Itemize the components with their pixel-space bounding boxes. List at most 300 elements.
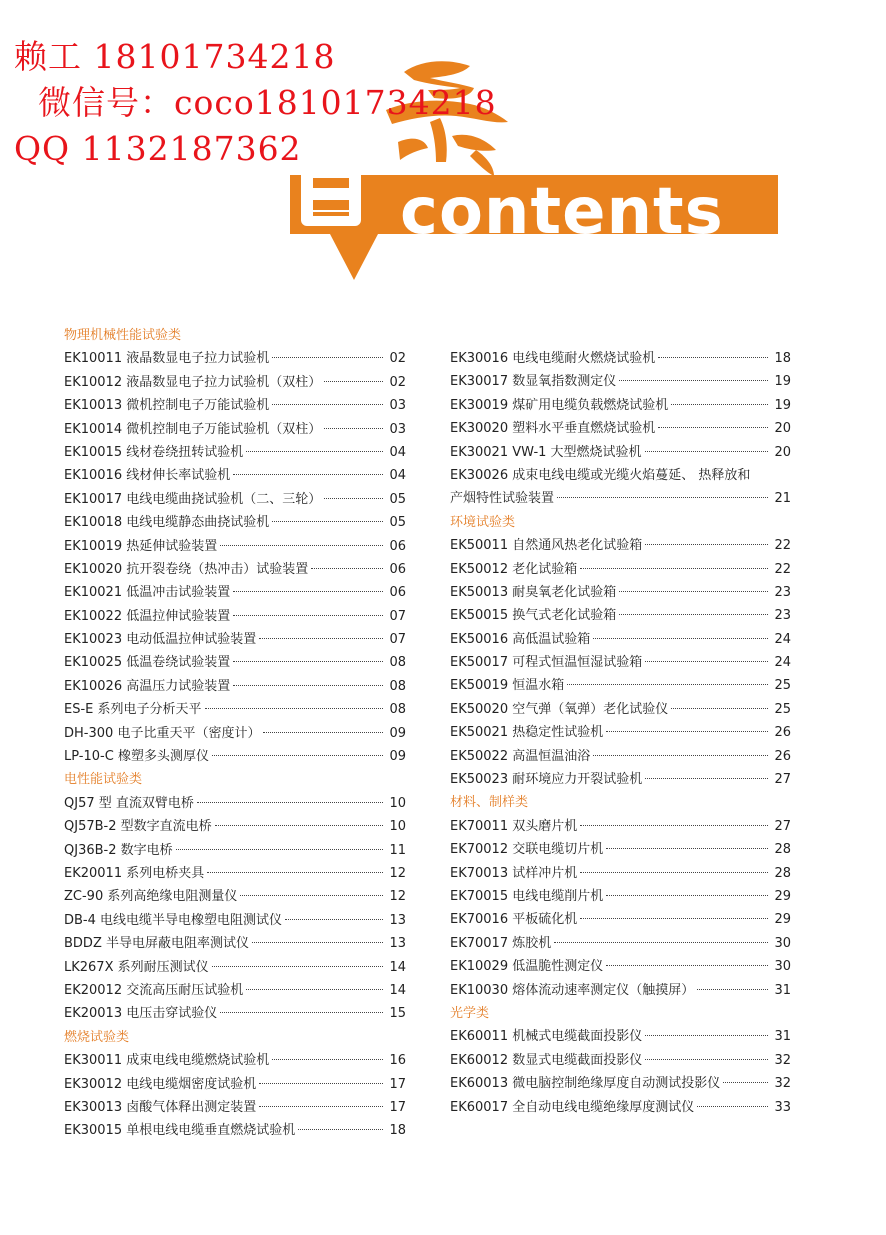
dot-leader [298, 1129, 383, 1130]
entry-title: 线材卷绕扭转试验机 [126, 444, 244, 460]
dot-leader [246, 989, 383, 990]
entry-code: EK60013 [450, 1076, 509, 1092]
toc-entry[interactable] [450, 534, 791, 557]
dot-leader [311, 568, 383, 569]
toc-entry[interactable] [450, 1072, 791, 1095]
dot-leader [324, 498, 383, 499]
toc-entry[interactable] [64, 371, 406, 394]
page-number: 11 [389, 842, 406, 858]
toc-right-column [450, 347, 791, 1119]
dot-leader [645, 661, 768, 662]
dot-leader [212, 755, 383, 756]
page-number: 05 [389, 515, 406, 531]
toc-entry[interactable] [64, 394, 406, 417]
page-number: 15 [389, 1006, 406, 1022]
section-heading: 燃烧试验类 [64, 1029, 130, 1045]
entry-title: 线材伸长率试验机 [126, 468, 231, 484]
entry-code: QJ36B-2 [64, 842, 117, 858]
entry-title: 液晶数显电子拉力试验机 [126, 351, 270, 367]
dot-leader [593, 638, 768, 639]
entry-code: EK20011 [64, 865, 123, 881]
entry-code: EK10030 [450, 982, 509, 998]
toc-entry[interactable] [450, 347, 791, 370]
toc-entry[interactable] [450, 745, 791, 768]
entry-title: 卤酸气体释出测定装置 [126, 1099, 257, 1115]
toc-entry[interactable] [64, 815, 406, 838]
dot-leader [259, 638, 383, 639]
page-number: 31 [774, 1029, 791, 1045]
toc-entry[interactable] [64, 792, 406, 815]
page-number: 26 [774, 725, 791, 741]
entry-code: EK70016 [450, 912, 509, 928]
dot-leader [233, 615, 383, 616]
page-number: 09 [389, 725, 406, 741]
dot-leader [233, 685, 383, 686]
section-heading: 环境试验类 [450, 514, 516, 530]
entry-code: EK30020 [450, 421, 509, 437]
dot-leader [272, 1059, 383, 1060]
toc-entry[interactable] [64, 581, 406, 604]
page-number: 05 [389, 491, 406, 507]
page-number: 10 [389, 819, 406, 835]
entry-title: 双头磨片机 [512, 818, 578, 834]
page-number: 08 [389, 678, 406, 694]
toc-entry[interactable] [450, 370, 791, 393]
entry-code: EK20013 [64, 1006, 123, 1022]
page-number: 25 [774, 701, 791, 717]
entry-title: 高温恒温油浴 [512, 748, 591, 764]
entry-code: EK30026 [450, 467, 509, 483]
entry-code: EK60012 [450, 1052, 509, 1068]
entry-title: 电线电缆半导电橡塑电阻测试仪 [100, 912, 283, 928]
page-number: 13 [389, 936, 406, 952]
page-number: 21 [774, 491, 791, 507]
contact-engineer: 赖工 18101734218 [14, 37, 336, 76]
page-number: 07 [389, 632, 406, 648]
toc-entry[interactable] [64, 464, 406, 487]
dot-leader [723, 1082, 768, 1083]
toc-entry[interactable] [64, 839, 406, 862]
page-number: 18 [774, 351, 791, 366]
entry-title: 低温脆性测定仪 [512, 959, 604, 975]
toc-entry[interactable] [450, 464, 791, 511]
entry-title: 系列耐压测试仪 [117, 959, 209, 975]
entry-code: EK10020 [64, 561, 123, 577]
toc-entry[interactable] [64, 1096, 406, 1119]
page-number: 19 [774, 374, 791, 390]
section-heading: 物理机械性能试验类 [64, 328, 182, 343]
entry-title: 单根电线电缆垂直燃烧试验机 [126, 1123, 296, 1139]
page-number: 07 [389, 608, 406, 624]
dot-leader [645, 544, 768, 545]
toc-entry[interactable] [64, 347, 406, 370]
dot-leader [580, 872, 768, 873]
entry-title: 炼胶机 [512, 935, 552, 951]
entry-title: 热稳定性试验机 [512, 725, 604, 741]
entry-title: 低温拉伸试验装置 [126, 608, 231, 624]
toc-entry[interactable] [450, 698, 791, 721]
section-heading: 电性能试验类 [64, 772, 143, 788]
entry-code: EK30019 [450, 397, 509, 413]
entry-code: EK10022 [64, 608, 123, 624]
dot-leader [697, 989, 768, 990]
entry-title: 低温卷绕试验装置 [126, 655, 231, 671]
dot-leader [215, 825, 383, 826]
dot-leader [259, 1083, 383, 1084]
mu-glyph [301, 166, 361, 226]
dot-leader [580, 568, 768, 569]
entry-title: 自然通风热老化试验箱 [512, 538, 643, 554]
page-number: 31 [774, 982, 791, 998]
entry-code: EK30017 [450, 374, 509, 390]
dot-leader [557, 497, 768, 498]
entry-title: 热延伸试验装置 [126, 538, 218, 554]
dot-leader [606, 895, 768, 896]
dot-leader [220, 545, 383, 546]
page-number: 18 [389, 1123, 406, 1139]
entry-title: 系列电子分析天平 [97, 702, 202, 718]
entry-title: 低温冲击试验装置 [126, 585, 231, 601]
page-number: 29 [774, 912, 791, 928]
entry-title: 电线电缆曲挠试验机（二、三轮） [126, 491, 322, 507]
entry-code: EK10013 [64, 398, 123, 414]
toc-entry[interactable] [64, 1002, 406, 1025]
toc-entry[interactable] [64, 651, 406, 674]
page-number: 17 [389, 1099, 406, 1115]
dot-leader [324, 428, 383, 429]
entry-code: EK70012 [450, 842, 509, 858]
page-number: 23 [774, 584, 791, 600]
page-number: 22 [774, 561, 791, 577]
contact-wechat: 微信号：coco18101734218 [38, 83, 497, 122]
dot-leader [220, 1012, 383, 1013]
entry-title: 老化试验箱 [512, 561, 578, 577]
dot-leader [606, 965, 768, 966]
dot-leader [671, 404, 768, 405]
entry-code: LK267X [64, 959, 114, 975]
entry-code: EK50021 [450, 725, 509, 741]
toc-entry[interactable] [450, 721, 791, 744]
toc-entry[interactable] [450, 1096, 791, 1119]
dot-leader [645, 778, 768, 779]
entry-title: 数显氧指数测定仪 [512, 374, 617, 390]
toc-entry[interactable] [64, 698, 406, 721]
entry-code: EK30013 [64, 1099, 123, 1115]
entry-code: LP-10-C [64, 749, 114, 765]
toc-entry[interactable] [450, 558, 791, 581]
toc-entry[interactable] [64, 418, 406, 441]
page-number: 13 [389, 912, 406, 928]
entry-title: 微机控制电子万能试验机 [126, 398, 270, 414]
toc-entry[interactable] [450, 581, 791, 604]
toc-entry[interactable] [64, 862, 406, 885]
entry-code: EK10012 [64, 374, 123, 390]
dot-leader [645, 1035, 768, 1036]
entry-title: 型 直流双臂电桥 [98, 795, 194, 811]
toc-entry[interactable] [450, 885, 791, 908]
entry-code: EK30016 [450, 351, 509, 366]
entry-title: 系列高绝缘电阻测量仪 [107, 889, 238, 905]
entry-code: EK70015 [450, 889, 509, 904]
toc-entry[interactable] [450, 628, 791, 651]
dot-leader [263, 732, 383, 733]
entry-code: EK50017 [450, 655, 509, 671]
entry-title: 电动低温拉伸试验装置 [126, 632, 257, 648]
entry-title: 平板硫化机 [512, 912, 578, 928]
entry-title: 高温压力试验装置 [126, 678, 231, 694]
entry-code: EK10019 [64, 538, 123, 554]
toc-entry[interactable] [450, 651, 791, 674]
entry-code: EK10023 [64, 632, 123, 648]
entry-title: 橡塑多头测厚仪 [117, 749, 209, 765]
toc-entry[interactable] [450, 674, 791, 697]
toc-entry[interactable] [64, 1049, 406, 1072]
dot-leader [272, 521, 383, 522]
entry-title: 抗开裂卷绕（热冲击）试验装置 [126, 561, 309, 577]
entry-title: 成束电线电缆燃烧试验机 [126, 1053, 270, 1069]
entry-title: 换气式老化试验箱 [512, 608, 617, 624]
dot-leader [658, 357, 768, 358]
entry-code: EK70011 [450, 818, 509, 834]
page-number: 02 [389, 374, 406, 390]
entry-code: BDDZ [64, 936, 102, 952]
dot-leader [619, 591, 768, 592]
dot-leader [606, 731, 768, 732]
dot-leader [197, 802, 383, 803]
entry-title: 微机控制电子万能试验机（双柱） [126, 421, 322, 437]
dot-leader [233, 474, 383, 475]
toc-entry[interactable] [450, 862, 791, 885]
page-number: 12 [389, 889, 406, 905]
entry-code: EK10016 [64, 468, 123, 484]
page-number: 04 [389, 444, 406, 460]
page-number: 12 [389, 865, 406, 881]
page-number: 33 [774, 1099, 791, 1115]
entry-code: EK60011 [450, 1029, 509, 1045]
entry-title: 高低温试验箱 [512, 631, 591, 647]
entry-code: EK30012 [64, 1076, 123, 1092]
page-number: 22 [774, 538, 791, 554]
entry-title: 电线电缆烟密度试验机 [126, 1076, 257, 1092]
toc-entry[interactable] [64, 605, 406, 628]
dot-leader [233, 661, 383, 662]
page-number: 14 [389, 959, 406, 975]
toc-entry[interactable] [64, 441, 406, 464]
toc-entry[interactable] [450, 908, 791, 931]
entry-title: 塑料水平垂直燃烧试验机 [512, 421, 656, 437]
entry-code: EK60017 [450, 1099, 509, 1115]
page-number: 03 [389, 398, 406, 414]
entry-code: ZC-90 [64, 889, 104, 905]
entry-title: 成束电线电缆或光缆火焰蔓延、 热释放和 [512, 467, 751, 483]
toc-entry[interactable] [64, 675, 406, 698]
toc-entry[interactable] [64, 1073, 406, 1096]
entry-code: DH-300 [64, 725, 114, 741]
page-number: 29 [774, 889, 791, 904]
entry-title: 电线电缆耐火燃烧试验机 [512, 351, 656, 366]
dot-leader [212, 966, 383, 967]
page-number: 20 [774, 444, 791, 460]
toc-entry[interactable] [64, 932, 406, 955]
dot-leader [240, 895, 383, 896]
entry-title: 电压击穿试验仪 [126, 1006, 218, 1022]
page-number: 08 [389, 655, 406, 671]
dot-leader [580, 825, 768, 826]
entry-code: ES-E [64, 702, 94, 718]
entry-code: EK70013 [450, 865, 509, 881]
entry-title: 全自动电线电缆绝缘厚度测试仪 [512, 1099, 695, 1115]
page-number: 25 [774, 678, 791, 694]
page-number: 26 [774, 748, 791, 764]
dot-leader [259, 1106, 383, 1107]
page-number: 28 [774, 865, 791, 881]
entry-title: 机械式电缆截面投影仪 [512, 1029, 643, 1045]
dot-leader [246, 451, 383, 452]
page-number: 27 [774, 772, 791, 788]
entry-code: EK10017 [64, 491, 123, 507]
entry-title: 微电脑控制绝缘厚度自动测试投影仪 [512, 1076, 721, 1092]
dot-leader [207, 872, 383, 873]
dot-leader [619, 380, 768, 381]
entry-code: EK30021 [450, 444, 509, 460]
toc-entry[interactable] [450, 1049, 791, 1072]
toc-entry[interactable] [450, 394, 791, 417]
page-number: 28 [774, 842, 791, 858]
entry-title: 液晶数显电子拉力试验机（双柱） [126, 374, 322, 390]
toc-entry[interactable] [64, 745, 406, 768]
dot-leader [554, 942, 768, 943]
dot-leader [233, 591, 383, 592]
dot-leader [272, 357, 383, 358]
entry-title: 恒温水箱 [512, 678, 565, 694]
entry-title: 交联电缆切片机 [512, 842, 604, 858]
toc-left-column [64, 324, 406, 1143]
toc-entry[interactable] [64, 628, 406, 651]
page-number: 19 [774, 397, 791, 413]
entry-code: QJ57 [64, 795, 95, 811]
page-number: 10 [389, 795, 406, 811]
entry-code: QJ57B-2 [64, 819, 117, 835]
toc-entry[interactable] [64, 488, 406, 511]
entry-code: EK50016 [450, 631, 509, 647]
page-number: 06 [389, 561, 406, 577]
toc-entry[interactable] [64, 511, 406, 534]
dot-leader [671, 708, 768, 709]
entry-code: EK50019 [450, 678, 509, 694]
entry-code: EK70017 [450, 935, 509, 951]
entry-title: 交流高压耐压试验机 [126, 982, 244, 998]
entry-code: EK50015 [450, 608, 509, 624]
entry-title: 半导电屏蔽电阻率测试仪 [106, 936, 250, 952]
entry-code: EK10026 [64, 678, 123, 694]
entry-code: EK50023 [450, 772, 509, 788]
toc-entry[interactable] [64, 885, 406, 908]
toc-entry[interactable] [64, 722, 406, 745]
dot-leader [645, 451, 768, 452]
entry-code: EK30015 [64, 1123, 123, 1139]
entry-title: 数显式电缆截面投影仪 [512, 1052, 643, 1068]
dot-leader [580, 918, 768, 919]
entry-code: EK10014 [64, 421, 123, 437]
entry-title: 电线电缆削片机 [512, 889, 604, 904]
page-number: 08 [389, 702, 406, 718]
toc-entry[interactable] [450, 979, 791, 1002]
toc-entry[interactable] [64, 909, 406, 932]
toc-entry[interactable] [450, 932, 791, 955]
page-number: 23 [774, 608, 791, 624]
dot-leader [567, 684, 768, 685]
toc-entry[interactable] [450, 417, 791, 440]
entry-code: EK20012 [64, 982, 123, 998]
entry-title: 系列电桥夹具 [126, 865, 205, 881]
dot-leader [606, 848, 768, 849]
entry-code: EK10029 [450, 959, 509, 975]
entry-title: 可程式恒温恒湿试验箱 [512, 655, 643, 671]
toc-entry[interactable] [450, 838, 791, 861]
toc-entry[interactable] [450, 604, 791, 627]
contact-qq: QQ 1132187362 [14, 129, 302, 168]
dot-leader [619, 614, 768, 615]
entry-code: EK10025 [64, 655, 123, 671]
entry-code: EK10021 [64, 585, 123, 601]
entry-title: 数字电桥 [120, 842, 173, 858]
page-number: 30 [774, 935, 791, 951]
entry-title: 电子比重天平（密度计） [117, 725, 261, 741]
toc-entry[interactable] [64, 956, 406, 979]
toc-entry[interactable] [450, 955, 791, 978]
entry-code: EK50011 [450, 538, 509, 554]
page-number: 16 [389, 1053, 406, 1069]
dot-leader [697, 1106, 768, 1107]
contents-word: contents [400, 175, 724, 249]
dot-leader [176, 849, 383, 850]
dot-leader [658, 427, 768, 428]
page-number: 02 [389, 351, 406, 367]
toc-entry[interactable] [450, 815, 791, 838]
toc-entry[interactable] [64, 979, 406, 1002]
entry-code: EK10015 [64, 444, 123, 460]
toc-entry[interactable] [64, 535, 406, 558]
dot-leader [285, 919, 383, 920]
page-number: 06 [389, 585, 406, 601]
page-number: 20 [774, 421, 791, 437]
toc-entry[interactable] [64, 1119, 406, 1142]
entry-code: EK50020 [450, 701, 509, 717]
section-heading: 材料、制样类 [450, 795, 529, 811]
toc-entry[interactable] [450, 1025, 791, 1048]
page-number: 30 [774, 959, 791, 975]
dot-leader [324, 381, 383, 382]
page-number: 32 [774, 1076, 791, 1092]
toc-entry[interactable] [450, 441, 791, 464]
page-number: 03 [389, 421, 406, 437]
section-heading: 光学类 [450, 1005, 490, 1021]
entry-code: EK50022 [450, 748, 509, 764]
page-number: 32 [774, 1052, 791, 1068]
page-number: 04 [389, 468, 406, 484]
toc-entry[interactable] [64, 558, 406, 581]
page-number: 14 [389, 982, 406, 998]
entry-code: EK30011 [64, 1053, 123, 1069]
page-number: 24 [774, 655, 791, 671]
entry-title: 耐环境应力开裂试验机 [512, 772, 643, 788]
toc-entry[interactable] [450, 768, 791, 791]
entry-title: 电线电缆静态曲挠试验机 [126, 515, 270, 531]
entry-code: EK50012 [450, 561, 509, 577]
page-number: 09 [389, 749, 406, 765]
dot-leader [272, 404, 383, 405]
entry-title: 煤矿用电缆负载燃烧试验机 [512, 397, 669, 413]
